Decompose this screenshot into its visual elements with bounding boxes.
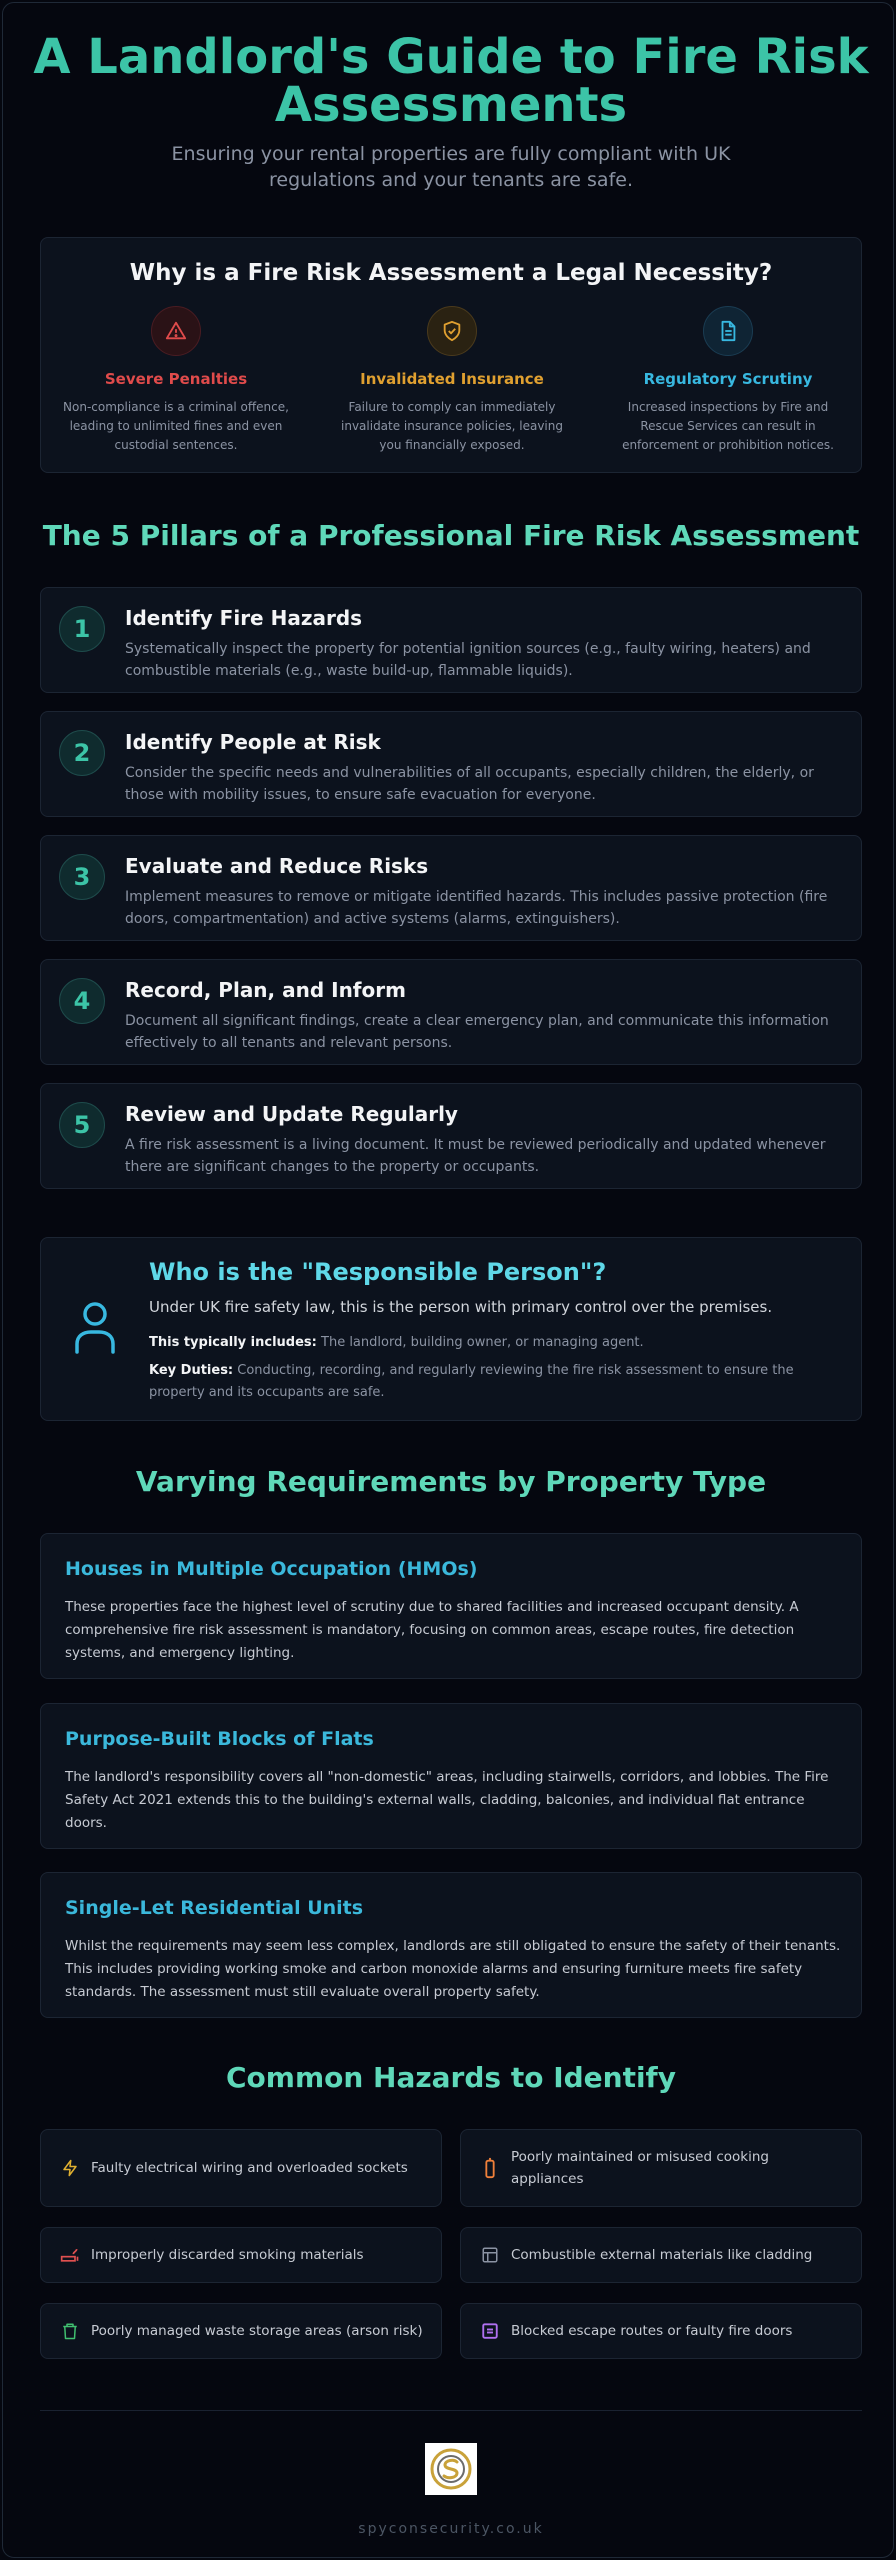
pillar-number: 5: [59, 1102, 105, 1148]
legal-item-scrutiny: [608, 306, 848, 455]
property-type-text: Whilst the requirements may seem less complex, landlords are still obligated to ensure the safety of their tenants. This includes providing working smoke and carbon monoxide alarms and ensuring furniture meets fire safety standards. The assessment must still evaluate overall property safety.: [65, 1938, 841, 2000]
bin-icon: [59, 2320, 81, 2342]
pillars-section-title: The 5 Pillars of a Professional Fire Risk Assessment: [42, 519, 860, 552]
pillar-number: 2: [59, 730, 105, 776]
legal-item-insurance: [332, 306, 572, 455]
property-type-title: Single-Let Residential Units: [65, 1897, 364, 1919]
pillar-text: Document all significant findings, create a clear emergency plan, and communicate this information effectively to all tenants and relevant persons.: [125, 1013, 829, 1051]
wall-panel-icon: [479, 2244, 501, 2266]
footer-site: spyconsecurity.co.uk: [358, 2521, 544, 2537]
legal-necessity-card: [40, 237, 862, 473]
person-icon: [69, 1300, 121, 1356]
pillar-text: A fire risk assessment is a living document. It must be reviewed periodically and updated whenever there are significant changes to the property or occupants.: [125, 1137, 826, 1175]
pillar-title: Identify Fire Hazards: [125, 606, 363, 630]
property-type-card: [40, 1703, 862, 1849]
legal-item-penalties: [56, 306, 296, 455]
pillar-item: [40, 959, 862, 1065]
includes-label: This typically includes:: [149, 1335, 317, 1350]
property-type-title: Purpose-Built Blocks of Flats: [65, 1728, 374, 1750]
legal-item-text: Non-compliance is a criminal offence, leading to unlimited fines and even custodial sentences.: [63, 400, 289, 452]
legal-item-text: Failure to comply can immediately invalidate insurance policies, leaving you financially exposed.: [341, 400, 563, 452]
pillar-text: Implement measures to remove or mitigate identified hazards. This includes passive protection (fire doors, compartmentation) and active systems (alarms, extinguishers).: [125, 889, 828, 927]
legal-section-title: Why is a Fire Risk Assessment a Legal Necessity?: [129, 260, 773, 286]
footer-divider: [40, 2410, 862, 2411]
responsible-person-subtitle: Under UK fire safety law, this is the person with primary control over the premises.: [149, 1298, 773, 1316]
pillar-title: Evaluate and Reduce Risks: [125, 854, 429, 878]
includes-text: The landlord, building owner, or managing agent.: [316, 1335, 644, 1350]
pillar-number: 1: [59, 606, 105, 652]
page-title: A Landlord's Guide to Fire Risk Assessments: [33, 29, 869, 133]
door-icon: [479, 2320, 501, 2342]
duties-text: Conducting, recording, and regularly reviewing the fire risk assessment to ensure the property and its occupants are safe.: [149, 1363, 794, 1400]
pillar-title: Review and Update Regularly: [125, 1102, 458, 1126]
property-type-title: Houses in Multiple Occupation (HMOs): [65, 1558, 478, 1580]
duties-label: Key Duties:: [149, 1363, 234, 1378]
spyconsecurity-logo: [425, 2443, 477, 2495]
gas-cylinder-icon: [479, 2157, 501, 2179]
pillar-item: [40, 835, 862, 941]
property-type-card: [40, 1872, 862, 2018]
page-frame: [2, 2, 894, 2558]
hazard-item: [40, 2129, 442, 2207]
pillar-title: Identify People at Risk: [125, 730, 381, 754]
shield-check-icon: [427, 306, 477, 356]
hazard-text: Faulty electrical wiring and overloaded sockets: [91, 2160, 408, 2176]
pillar-item: [40, 1083, 862, 1189]
property-type-card: [40, 1533, 862, 1679]
hazard-text: Blocked escape routes or faulty fire doors: [511, 2323, 793, 2339]
hazard-item: [40, 2227, 442, 2283]
hazard-text: Improperly discarded smoking materials: [91, 2247, 364, 2263]
hazard-item: [460, 2303, 862, 2359]
warning-triangle-icon: [151, 306, 201, 356]
property-type-text: These properties face the highest level of scrutiny due to shared facilities and increased occupant density. A comprehensive fire risk assessment is mandatory, focusing on common areas, escape routes, fire detection systems, and emergency lighting.: [65, 1599, 799, 1661]
pillar-text: Consider the specific needs and vulnerabilities of all occupants, especially children, the elderly, or those with mobility issues, to ensure safe evacuation for everyone.: [125, 765, 814, 803]
pillar-number: 3: [59, 854, 105, 900]
document-icon: [703, 306, 753, 356]
pillar-item: [40, 587, 862, 693]
legal-item-heading: Invalidated Insurance: [360, 370, 544, 388]
responsible-duties: [149, 1360, 837, 1404]
hazard-item: [460, 2129, 862, 2207]
hazard-text: Combustible external materials like cladding: [511, 2247, 813, 2263]
hazards-section-title: Common Hazards to Identify: [225, 2061, 676, 2094]
responsible-person-card: [40, 1237, 862, 1421]
pillar-number: 4: [59, 978, 105, 1024]
hazard-item: [460, 2227, 862, 2283]
legal-item-heading: Severe Penalties: [104, 370, 248, 388]
responsible-includes: [149, 1332, 837, 1354]
lightning-icon: [59, 2157, 81, 2179]
cigarette-icon: [59, 2244, 81, 2266]
hazard-item: [40, 2303, 442, 2359]
pillar-title: Record, Plan, and Inform: [125, 978, 406, 1002]
pillar-item: [40, 711, 862, 817]
page-subtitle: Ensuring your rental properties are fully compliant with UK regulations and your tenants are safe.: [171, 143, 731, 191]
hazard-text: Poorly managed waste storage areas (arson risk): [91, 2323, 423, 2339]
property-type-text: The landlord's responsibility covers all "non-domestic" areas, including stairwells, corridors, and lobbies. The Fire Safety Act 2021 extends this to the building's external walls, cladding, balconies, and individual flat entrance doors.: [65, 1769, 829, 1831]
legal-item-text: Increased inspections by Fire and Rescue Services can result in enforcement or prohibition notices.: [622, 400, 834, 452]
hazard-text: Poorly maintained or misused cooking appliances: [511, 2149, 769, 2187]
legal-item-heading: Regulatory Scrutiny: [643, 370, 813, 388]
property-section-title: Varying Requirements by Property Type: [135, 1465, 767, 1498]
pillar-text: Systematically inspect the property for potential ignition sources (e.g., faulty wiring, heaters) and combustible materials (e.g., waste build-up, flammable liquids).: [125, 641, 811, 679]
responsible-person-title: Who is the "Responsible Person"?: [149, 1258, 607, 1286]
